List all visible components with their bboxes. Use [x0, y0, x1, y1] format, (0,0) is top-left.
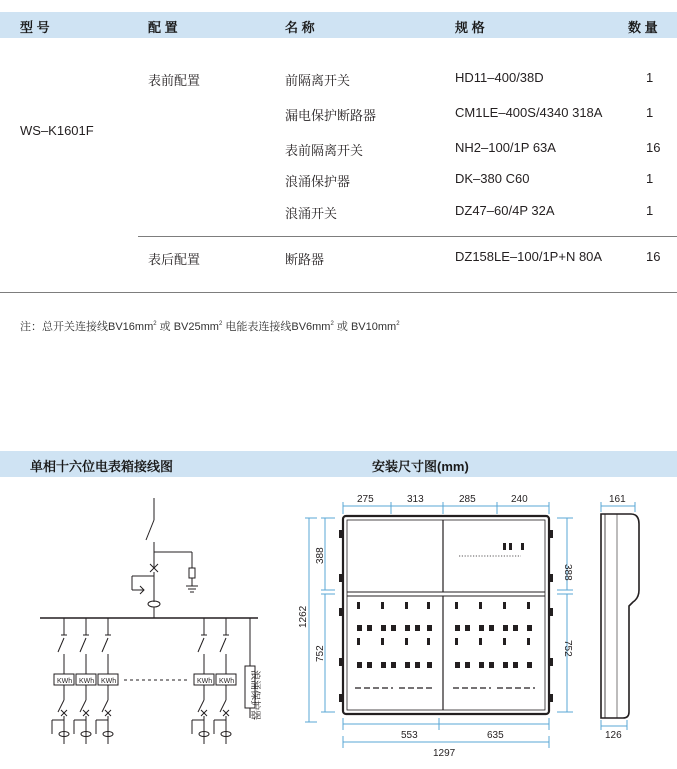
meter-label: KWh: [219, 678, 235, 685]
dim-bottom-2: 635: [487, 730, 504, 741]
dim-top-1: 275: [357, 494, 374, 505]
item-name: 浪涌保护器: [285, 174, 351, 189]
item-qty: 1: [646, 70, 654, 85]
item-qty: 16: [646, 140, 661, 155]
dim-top-3: 285: [459, 494, 476, 505]
wiring-diagram-title: 单相十六位电表箱接线图: [30, 459, 174, 474]
item-qty: 16: [646, 249, 661, 264]
item-spec: DK–380 C60: [455, 171, 530, 186]
dim-left-total: 1262: [298, 605, 309, 628]
diagram-section-bar: [0, 451, 677, 477]
item-spec: NH2–100/1P 63A: [455, 140, 556, 155]
dimension-diagram: [295, 490, 677, 769]
item-qty: 1: [646, 105, 654, 120]
item-spec: CM1LE–400S/4340 318A: [455, 105, 603, 120]
config-cell: 表前配置: [148, 73, 201, 88]
item-name: 表前隔离开关: [285, 143, 364, 158]
header-spec: 规 格: [455, 20, 485, 35]
table-header-bar: [0, 12, 677, 38]
dim-top-4: 240: [511, 494, 528, 505]
cable-note: 注：总开关连接线$BV16mm^2$ 或 $BV25mm^2$ 电能表连接线$BV6mm^2$ 或 $BV10mm^2$: [20, 321, 400, 333]
dim-right-lower: 752: [562, 640, 573, 657]
item-qty: 1: [646, 171, 654, 186]
header-qty: 数 量: [628, 20, 658, 35]
item-spec: DZ158LE–100/1P+N 80A: [455, 249, 603, 264]
item-name: 漏电保护断路器: [285, 108, 377, 123]
header-model: 型 号: [20, 20, 50, 35]
model-cell: WS–K1601F: [20, 123, 94, 138]
meter-windows: [357, 602, 532, 668]
surge-protector-label: 浪涌保护器: [249, 670, 260, 720]
meter-label: KWh: [79, 678, 95, 685]
dim-bottom-1: 553: [401, 730, 418, 741]
meter-label: KWh: [197, 678, 213, 685]
dim-side-top: 161: [609, 494, 626, 505]
item-name: 前隔离开关: [285, 73, 351, 88]
side-view: [601, 514, 639, 718]
table-bottom-rule: [0, 292, 677, 293]
header-config: 配 置: [148, 20, 178, 35]
dim-right-upper: 388: [562, 564, 573, 581]
wiring-diagram: [0, 490, 280, 769]
item-qty: 1: [646, 203, 654, 218]
dim-left-lower: 752: [315, 645, 326, 662]
group-divider: [138, 236, 677, 237]
dim-left-upper: 388: [315, 547, 326, 564]
dim-top-2: 313: [407, 494, 424, 505]
header-name: 名 称: [285, 20, 315, 35]
item-name: 浪涌开关: [285, 206, 338, 221]
item-spec: DZ47–60/4P 32A: [455, 203, 555, 218]
dimension-diagram-title: 安装尺寸图(mm): [372, 459, 469, 474]
item-spec: HD11–400/38D: [455, 70, 544, 85]
item-name: 断路器: [285, 252, 325, 267]
dim-side-bottom: 126: [605, 730, 622, 741]
meter-label: KWh: [57, 678, 73, 685]
config-cell: 表后配置: [148, 252, 201, 267]
dim-bottom-total: 1297: [433, 748, 456, 759]
meter-label: KWh: [101, 678, 117, 685]
